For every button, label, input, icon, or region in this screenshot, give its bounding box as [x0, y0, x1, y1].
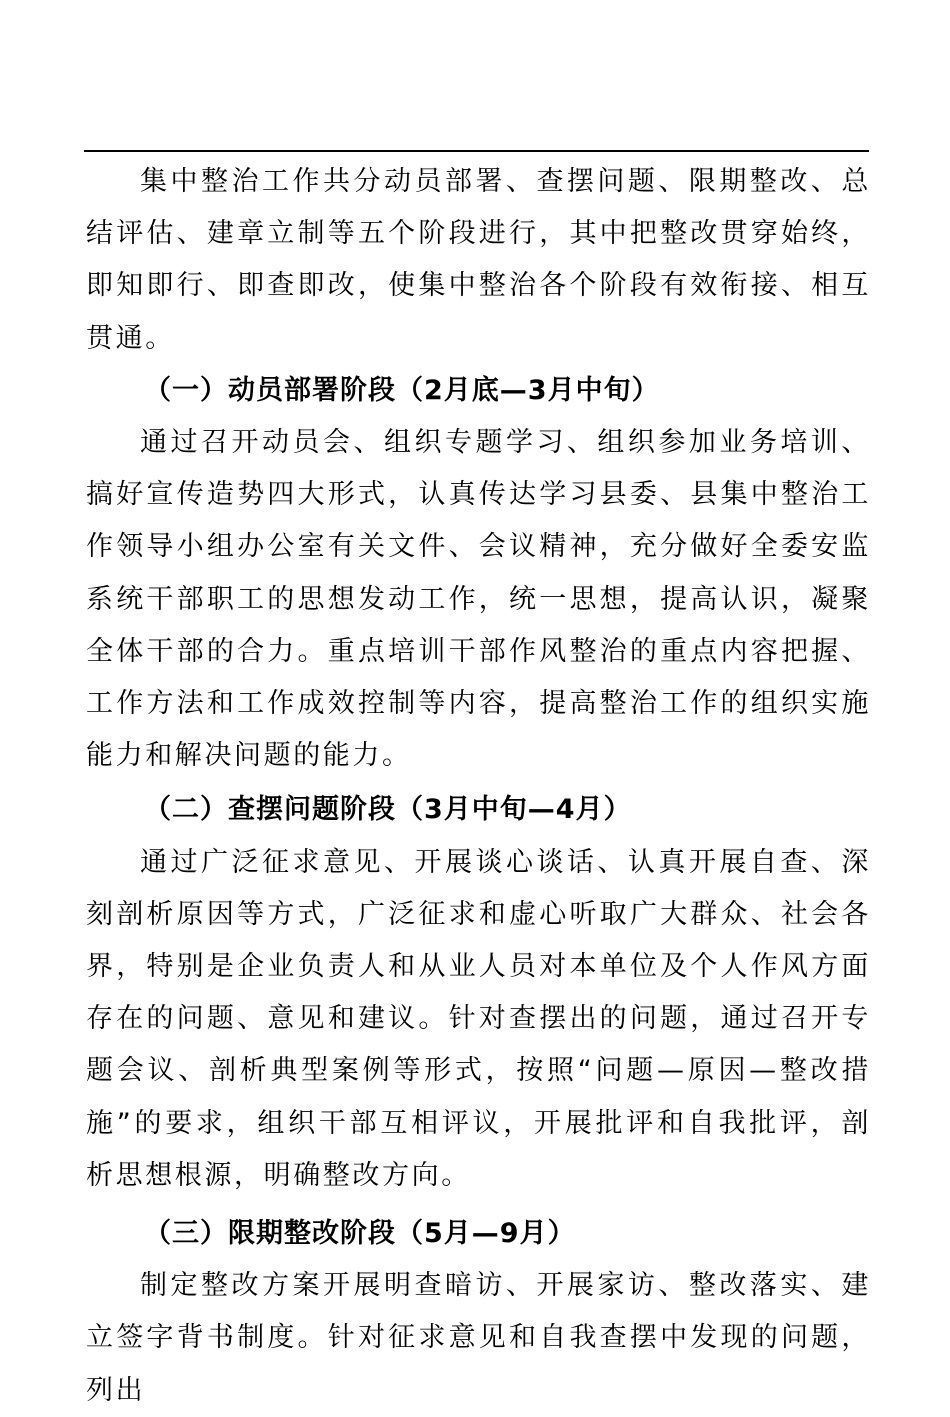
document-body: [86, 156, 871, 1417]
section-heading-problem-finding: （二）查摆问题阶段（3月中旬—4月）: [144, 794, 632, 826]
section-body-problem-finding: 通过广泛征求意见、开展谈心谈话、认真开展自查、深刻剖析原因等方式，广泛征求和虚心听取广大群众、社会各界，特别是企业负责人和从业人员对本单位及个人作风方面存在的问题、意见和建议。针对查摆出的问题，通过召开专题会议、剖析典型案例等形式，按照“问题—原因—整改措施”的要求，组织干部互相评议，开展批评和自我批评，剖析思想根源，明确整改方向。: [86, 846, 871, 1191]
header-rule: [84, 150, 869, 152]
intro-paragraph: 集中整治工作共分动员部署、查摆问题、限期整改、总结评估、建章立制等五个阶段进行，其中把整改贯穿始终，即知即行、即查即改，使集中整治各个阶段有效衔接、相互贯通。: [86, 166, 871, 354]
section-body-rectification: 制定整改方案开展明查暗访、开展家访、整改落实、建立签字背书制度。针对征求意见和自我查摆中发现的问题，列出: [86, 1270, 871, 1406]
section-heading-mobilization: （一）动员部署阶段（2月底—3月中旬）: [144, 374, 660, 406]
section-heading-rectification: （三）限期整改阶段（5月—9月）: [144, 1218, 576, 1250]
section-body-mobilization: 通过召开动员会、组织专题学习、组织参加业务培训、搞好宣传造势四大形式，认真传达学习县委、县集中整治工作领导小组办公室有关文件、会议精神，充分做好全委安监系统干部职工的思想发动工作，统一思想，提高认识，凝聚全体干部的合力。重点培训干部作风整治的重点内容把握、工作方法和工作成效控制等内容，提高整治工作的组织实施能力和解决问题的能力。: [86, 427, 871, 772]
